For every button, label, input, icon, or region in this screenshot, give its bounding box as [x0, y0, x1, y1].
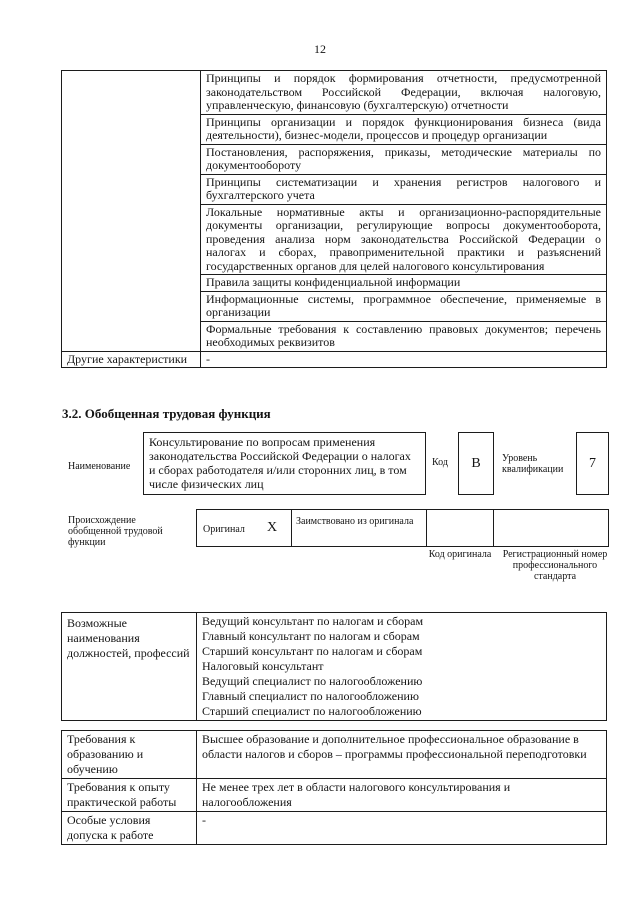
code-original-cell [426, 509, 494, 547]
section-title: 3.2. Обобщенная трудовая функция [62, 406, 271, 421]
position-item: Налоговый консультант [202, 659, 324, 673]
knowledge-item: Постановления, распоряжения, приказы, методические материалы по документообороту [201, 144, 607, 174]
knowledge-item: Принципы организации и порядок функционирования бизнеса (вида деятельности), бизнес-модели, процессов и процедур организации [201, 114, 607, 144]
table-row [62, 351, 607, 368]
requirements-table [61, 730, 607, 845]
level-label: Уровень квалификации [502, 453, 564, 475]
origin-label: Происхождение обобщенной трудовой функции [68, 515, 163, 548]
table-row [62, 613, 607, 721]
table-row [62, 812, 607, 845]
origin-row [196, 509, 609, 547]
table-row [62, 71, 607, 115]
borrowed-cell: Заимствовано из оригинала [291, 509, 427, 547]
knowledge-item: Формальные требования к составлению правовых документов; перечень необходимых реквизитов [201, 321, 607, 351]
other-characteristics-label: Другие характеристики [62, 351, 201, 368]
knowledge-item: Локальные нормативные акты и организационно-распорядительные документы организации, регулирующие вопросы документооборота, проведения анализа норм законодательства Российской Федерации о налогах и сборах, правоприменительной практики и разъяснений государственных органов для целей налогового консультирования [201, 204, 607, 275]
position-item: Главный специалист по налогообложению [202, 689, 419, 703]
special-conditions-label: Особые условия допуска к работе [62, 812, 197, 845]
reg-number-cell [493, 509, 609, 547]
level-value-box: 7 [576, 432, 609, 495]
positions-list [197, 613, 607, 721]
original-label: Оригинал [203, 524, 245, 535]
position-item: Старший консультант по налогам и сборам [202, 644, 423, 658]
table-left-cell [62, 71, 201, 352]
position-item: Старший специалист по налогообложению [202, 704, 422, 718]
code-label: Код [432, 457, 448, 468]
code-original-caption: Код оригинала [428, 549, 492, 560]
code-value-box: B [458, 432, 494, 495]
experience-label: Требования к опыту практической работы [62, 779, 197, 812]
education-value: Высшее образование и дополнительное профессиональное образование в области налогов и сборов – программы профессиональной переподготовки [197, 731, 607, 779]
experience-value: Не менее трех лет в области налогового консультирования и налогообложения [197, 779, 607, 812]
knowledge-item: Информационные системы, программное обеспечение, применяемые в организации [201, 291, 607, 321]
reg-number-caption: Регистрационный номер профессионального стандарта [502, 549, 608, 582]
position-item: Ведущий специалист по налогообложению [202, 674, 423, 688]
knowledge-item: Правила защиты конфиденциальной информации [201, 275, 607, 292]
original-mark: X [267, 520, 278, 535]
other-characteristics-value: - [201, 351, 607, 368]
special-conditions-value: - [197, 812, 607, 845]
knowledge-item: Принципы систематизации и хранения регистров налогового и бухгалтерского учета [201, 174, 607, 204]
table-row [62, 779, 607, 812]
page-number: 12 [314, 42, 326, 56]
education-label: Требования к образованию и обучению [62, 731, 197, 779]
positions-label: Возможные наименования должностей, профессий [62, 613, 197, 721]
name-label: Наименование [68, 461, 131, 472]
table-row [62, 731, 607, 779]
positions-table [61, 612, 607, 721]
knowledge-item: Принципы и порядок формирования отчетности, предусмотренной законодательством Российской Федерации, включая налоговую, управленческую, финансовую (бухгалтерскую) отчетности [201, 71, 607, 115]
original-cell [196, 509, 292, 547]
position-item: Ведущий консультант по налогам и сборам [202, 614, 424, 628]
position-item: Главный консультант по налогам и сборам [202, 629, 420, 643]
knowledge-table [61, 70, 607, 368]
function-name-box: Консультирование по вопросам применения законодательства Российской Федерации о налогах и сборах работодателя и/или сторонних лиц, в том числе физических лиц [143, 432, 426, 495]
